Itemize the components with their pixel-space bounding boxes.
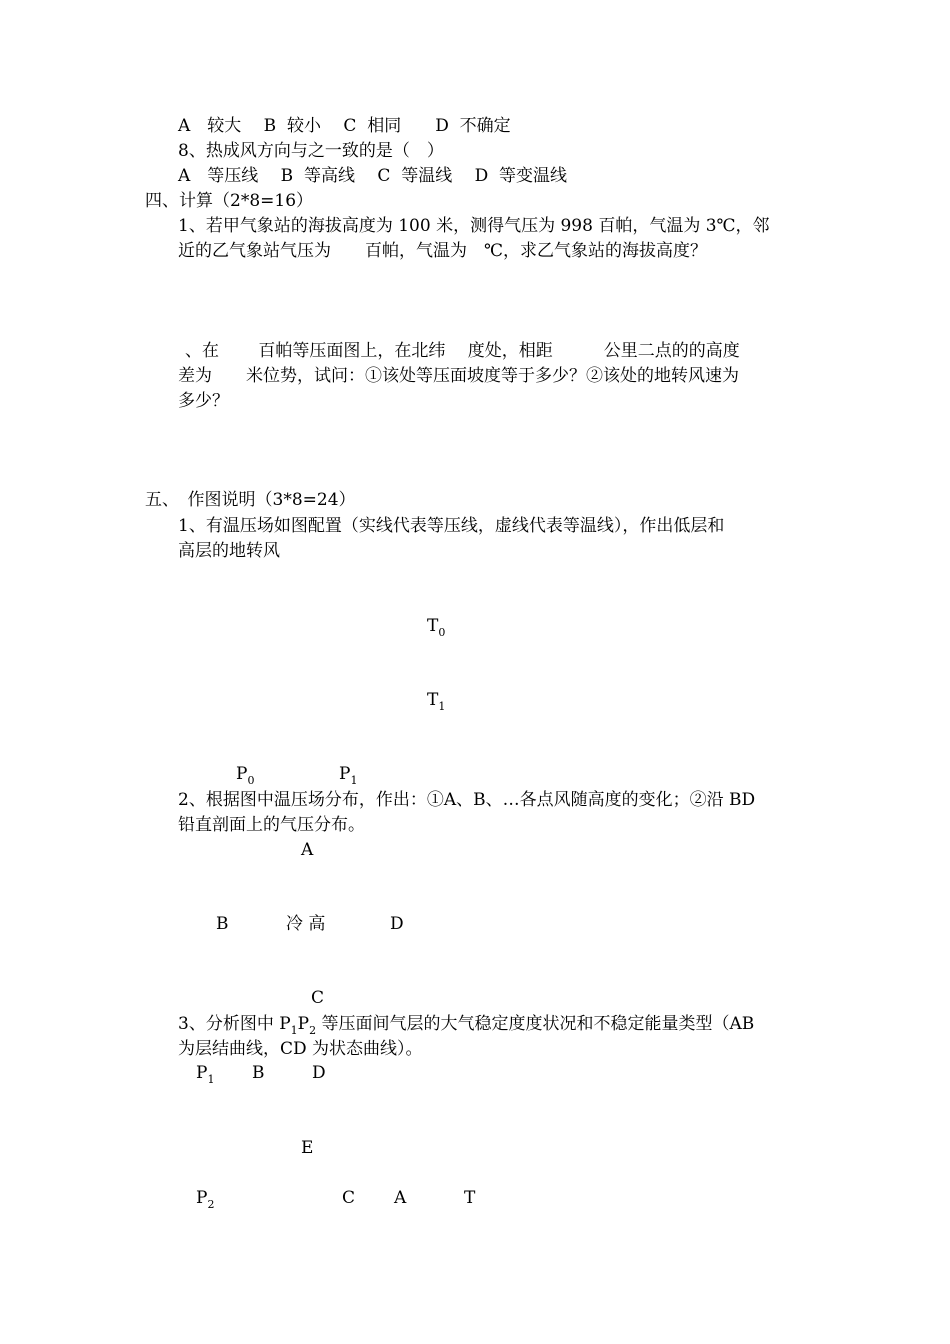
q8-text: 8、热成风方向与之一致的是（ ）	[178, 141, 444, 161]
draw-3-line-2: 为层结曲线，CD 为状态曲线）。	[178, 1039, 423, 1059]
fig1-label-p0: $P_0$	[236, 764, 255, 787]
fig3-label-d: D	[312, 1063, 326, 1083]
calc-2-line-3: 多少？	[178, 391, 229, 411]
fig2-label-cold-high: 冷 高	[286, 914, 326, 934]
fig1-label-t1: $T_1$	[427, 690, 446, 713]
fig3-label-c: C	[342, 1188, 356, 1208]
draw-3-line-1: 3、分析图中 $P_1P_2$ 等压面间气层的大气稳定度度状况和不稳定能量类型（AB	[178, 1014, 755, 1037]
calc-1-line-2: 近的乙气象站气压为 百帕，气温为 ℃，求乙气象站的海拔高度？	[178, 241, 708, 261]
fig1-label-t0: $T_0$	[427, 616, 446, 639]
draw-2-line-1: 2、根据图中温压场分布，作出：①A、B、…各点风随高度的变化；②沿 BD	[178, 790, 756, 810]
fig3-label-e: E	[301, 1138, 314, 1158]
calc-2-line-2: 差为 米位势，试问：①该处等压面坡度等于多少？②该处的地转风速为	[178, 366, 739, 386]
q7-options: A 较大 B 较小 C 相同 D 不确定	[178, 116, 511, 136]
fig3-label-p2: $P_2$	[196, 1188, 215, 1211]
fig2-label-c: C	[311, 988, 325, 1008]
calc-2-line-1: 、在 百帕等压面图上，在北纬 度处，相距 公里二点的的高度	[185, 341, 740, 361]
calc-1-line-1: 1、若甲气象站的海拔高度为 100 米，测得气压为 998 百帕，气温为 3℃，邻	[178, 216, 770, 236]
draw-1-line-1: 1、有温压场如图配置（实线代表等压线，虚线代表等温线），作出低层和	[178, 516, 725, 536]
draw-1-line-2: 高层的地转风	[178, 541, 280, 561]
fig3-label-a: A	[394, 1188, 407, 1208]
fig3-label-b: B	[252, 1063, 265, 1083]
draw-2-line-2: 铅直剖面上的气压分布。	[178, 815, 365, 835]
fig3-label-p1: $P_1$	[196, 1063, 215, 1086]
section-4-title: 四、计算（2*8=16）	[145, 191, 314, 211]
fig2-label-a: A	[301, 840, 314, 860]
q8-options: A 等压线 B 等高线 C 等温线 D 等变温线	[178, 166, 568, 186]
fig3-label-t: T	[464, 1188, 476, 1208]
fig2-label-d: D	[390, 914, 404, 934]
fig2-label-b: B	[216, 914, 229, 934]
section-5-title: 五、 作图说明（3*8=24）	[145, 490, 356, 510]
fig1-label-p1: $P_1$	[339, 764, 358, 787]
